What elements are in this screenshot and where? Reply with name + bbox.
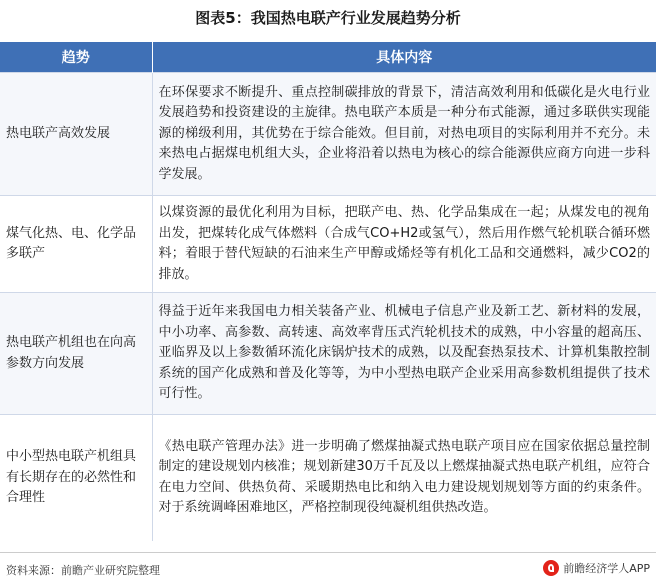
- brand: [543, 560, 650, 576]
- trend-cell: 热电联产机组也在向高参数方向发展: [0, 293, 152, 415]
- source-text: 资料来源：前瞻产业研究院整理: [6, 564, 160, 577]
- header-content: 具体内容: [152, 42, 656, 73]
- qianzhan-logo-icon: [543, 560, 559, 576]
- brand-text: 前瞻经济学人APP: [563, 562, 650, 575]
- content-cell: 以煤资源的最优化利用为目标，把联产电、热、化学品集成在一起；从煤发电的视角出发，把煤转化成气体燃料（合成气CO+H2或氢气），然后用作燃气轮机联合循环燃料；着眼于替代短缺的石油来生产甲醇或烯烃等有机化工品和交通燃料，减少CO2的排放。: [152, 196, 656, 293]
- table-row: [0, 196, 656, 293]
- content-cell: 在环保要求不断提升、重点控制碳排放的背景下，清洁高效利用和低碳化是火电行业发展趋势和投资建设的主旋律。热电联产本质是一种分布式能源，通过多联供实现能源的梯级利用，其优势在于综合能效。但目前，对热电项目的实际利用并不充分。未来热电占据煤电机组大头，企业将沿着以热电为核心的综合能源供应商方向进一步科学发展。: [152, 73, 656, 196]
- trend-cell: 煤气化热、电、化学品多联产: [0, 196, 152, 293]
- trend-cell: 热电联产高效发展: [0, 73, 152, 196]
- trend-table: [0, 42, 656, 541]
- table-row: [0, 293, 656, 415]
- figure-title: 图表5：我国热电联产行业发展趋势分析: [195, 9, 461, 27]
- table-row: [0, 415, 656, 541]
- trend-cell: 中小型热电联产机组具有长期存在的必然性和合理性: [0, 415, 152, 541]
- content-cell: 得益于近年来我国电力相关装备产业、机械电子信息产业及新工艺、新材料的发展，中小功率、高参数、高转速、高效率背压式汽轮机技术的成熟，中小容量的超高压、亚临界及以上参数循环流化床锅炉技术的成熟，以及配套热泵技术、计算机集散控制系统的国产化成熟和普及化等等，为中小型热电联产企业采用高参数机组提供了技术可行性。: [152, 293, 656, 415]
- header-trend: 趋势: [0, 42, 152, 73]
- content-cell: 《热电联产管理办法》进一步明确了燃煤抽凝式热电联产项目应在国家依据总量控制制定的建设规划内核准；规划新建30万千瓦及以上燃煤抽凝式热电联产机组，应符合在电力空间、供热负荷、采暖期热电比和纳入电力建设规划规划等方面的约束条件。对于系统调峰困难地区，严格控制现役纯凝机组供热改造。: [152, 415, 656, 541]
- footer: [0, 552, 656, 587]
- table-header-row: [0, 42, 656, 73]
- table-row: [0, 73, 656, 196]
